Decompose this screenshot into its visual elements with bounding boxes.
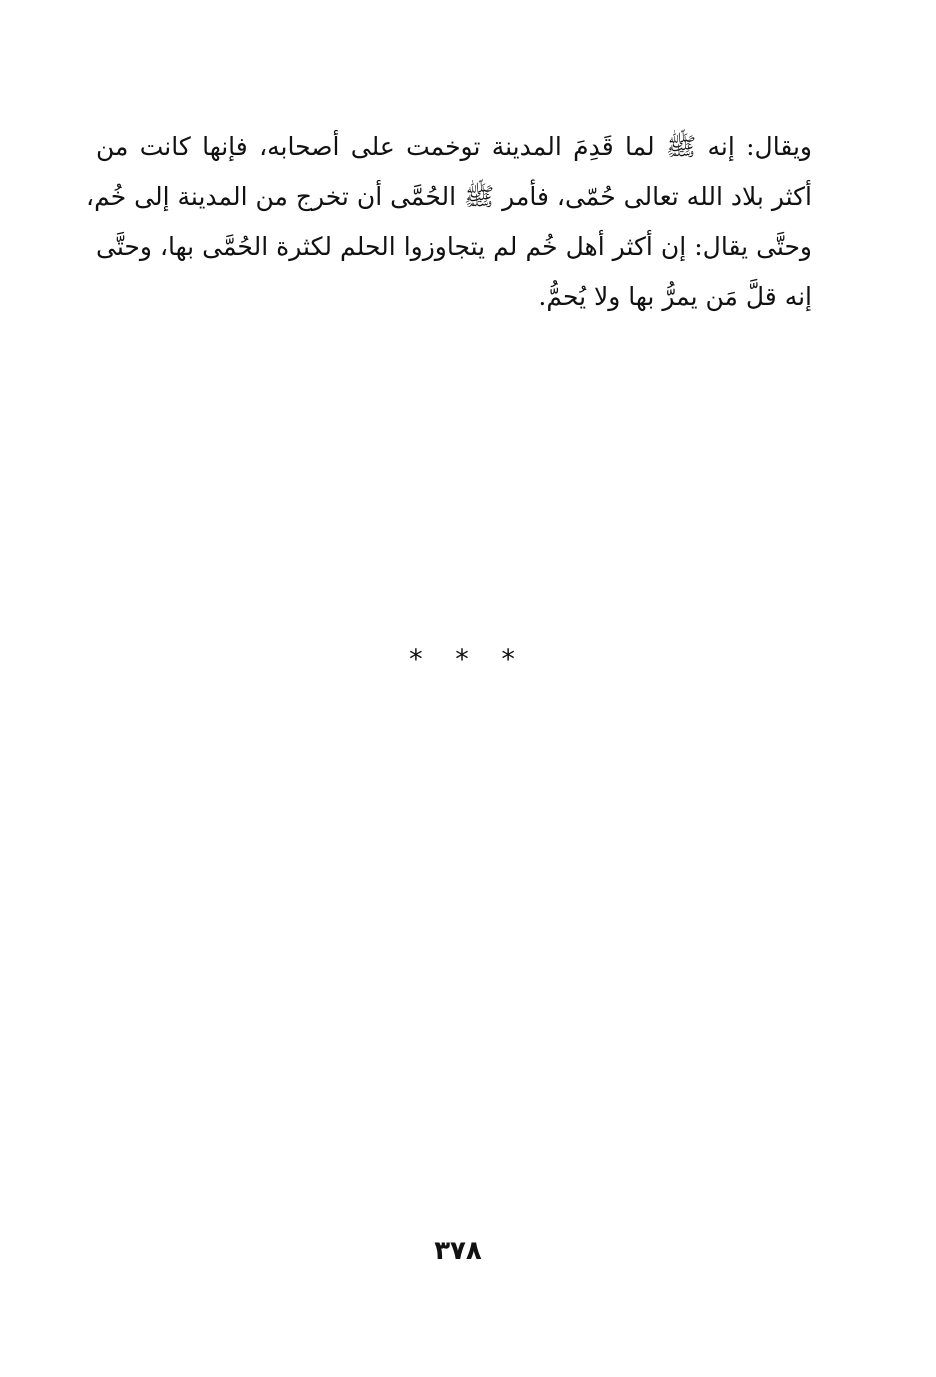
paragraph-line-1: ويقال: إنه ﷺ لما قَدِمَ المدينة توخمت على أصحابه، فإنها كانت من — [96, 132, 812, 161]
paragraph-line-2: أكثر بلاد الله تعالى حُمّى، فأمر ﷺ الحُمَّى أن تخرج من المدينة إلى خُم، — [86, 182, 812, 211]
paragraph-line-3: وحتَّى يقال: إن أكثر أهل خُم لم يتجاوزوا الحلم لكثرة الحُمَّى بها، وحتَّى — [96, 232, 812, 261]
page-number: ٣٧٨ — [434, 1236, 482, 1266]
body-paragraph — [86, 122, 812, 322]
paragraph-line-4: إنه قلَّ مَن يمرُّ بها ولا يُحمُّ. — [538, 282, 812, 311]
section-separator: * * * — [409, 644, 527, 675]
